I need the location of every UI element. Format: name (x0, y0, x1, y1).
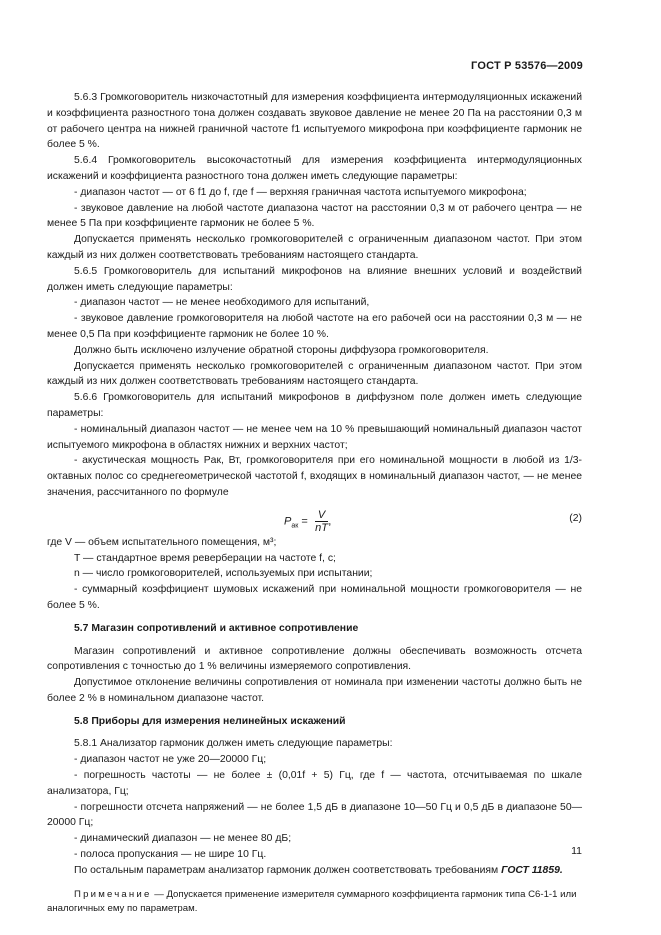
list-item: - динамический диапазон — не менее 80 дБ; (74, 833, 292, 845)
note (47, 888, 582, 917)
formula-2 (47, 503, 582, 533)
standard-code: ГОСТ Р 53576—2009 (471, 60, 583, 72)
document-body (47, 90, 582, 917)
section-5-7-title: 5.7 Магазин сопротивлений и активное сопротивление (74, 622, 359, 634)
list-item: - номинальный диапазон частот — не менее чем на 10 % превышающий номинальный диапазон частот испытуемого микрофона в областях нижних и верхних частот; (47, 423, 582, 451)
allowance-paragraph: Допускается применять несколько громкоговорителей с ограниченным диапазоном частот. При этом каждый из них должен соответствовать требованиям настоящего стандарта. (47, 360, 582, 388)
clause-5-6-5: 5.6.5 Громкоговоритель для испытаний микрофонов на влияние внешних условий и воздействий должен иметь следующие параметры: (47, 265, 582, 293)
page-number: 11 (571, 845, 582, 857)
section-5-7-paragraph: Магазин сопротивлений и активное сопротивление должны обеспечивать возможность отсчета сопротивления с точностью до 1 % величины измеряемого сопротивления. (47, 645, 582, 673)
section-5-7-paragraph: Допустимое отклонение величины сопротивления от номинала при изменении частоты должно быть не более 2 % в номинальном диапазоне частот. (47, 677, 582, 704)
formula-fraction: $\frac{V}{nT}$ (315, 508, 328, 534)
list-item: - звуковое давление громкоговорителя на любой частоте на его рабочей оси на расстоянии 0,3 м — не менее 0,5 Па при коэффициенте гармоник не более 10 %. (47, 313, 582, 340)
gost-reference: ГОСТ 11859. (501, 864, 563, 876)
note-label: Примечание (74, 888, 152, 900)
formula-expression: $P_{ак}$ = $\frac{V}{nT}$ , (284, 508, 332, 534)
other-parameters-paragraph: По остальным параметрам анализатор гармоник должен соответствовать требованиям ГОСТ 11859. (74, 864, 563, 876)
formula-number: (2) (569, 512, 582, 524)
list-item: - погрешности отсчета напряжений — не более 1,5 дБ в диапазоне 10—50 Гц и 0,5 дБ в диапазоне 50—20000 Гц; (47, 801, 582, 829)
list-item: - полоса пропускания — не шире 10 Гц. (74, 849, 267, 861)
clause-5-8-1: 5.8.1 Анализатор гармоник должен иметь следующие параметры: (74, 738, 393, 750)
clause-5-6-4: 5.6.4 Громкоговоритель высокочастотный для измерения коэффициента интермодуляционных искажений и коэффициента разностного тона должен иметь следующие параметры: (47, 155, 582, 182)
list-item: - звуковое давление на любой частоте диапазона частот на расстоянии 0,3 м от рабочего центра — не менее 5 Па при коэффициенте гармоник не более 5 %. (47, 202, 582, 230)
clause-5-6-3: 5.6.3 Громкоговоритель низкочастотный для измерения коэффициента интермодуляционных искажений и коэффициента разностного тона должен создавать звуковое давление не менее 20 Па на расстоянии 0,3 м от рабочего центра на нижней граничной частоте f1 испытуемого микрофона при коэффициенте гармоник не более 5 %. (47, 92, 582, 151)
list-item: - погрешность частоты — не более ± (0,01f + 5) Гц, где f — частота, отсчитываемая по шкале анализатора, Гц; (47, 770, 582, 797)
section-5-8-title: 5.8 Приборы для измерения нелинейных искажений (74, 715, 346, 727)
allowance-paragraph: Допускается применять несколько громкоговорителей с ограниченным диапазоном частот. При этом каждый из них должен соответствовать требованиям настоящего стандарта. (47, 234, 582, 261)
list-item: - суммарный коэффициент шумовых искажений при номинальной мощности громкоговорителя — не более 5 %. (47, 584, 582, 611)
clause-5-6-6: 5.6.6 Громкоговоритель для испытаний микрофонов в диффузном поле должен иметь следующие параметры: (47, 392, 582, 419)
list-item: - диапазон частот — не менее необходимого для испытаний, (74, 297, 370, 309)
note-text: — Допускается применение измерителя суммарного коэффициента гармоник типа С6-1-1 или аналогичных ему по параметрам. (47, 888, 577, 915)
where-line: n — число громкоговорителей, используемых при испытании; (74, 568, 373, 580)
list-item: - диапазон частот не уже 20—20000 Гц; (74, 754, 267, 766)
exclusion-paragraph: Должно быть исключено излучение обратной стороны диффузора громкоговорителя. (74, 344, 489, 356)
list-item: - акустическая мощность Pак, Вт, громкоговорителя при его номинальной мощности в любой из 1/3-октавных полос со среднегеометрической частотой f, входящих в номинальный диапазон частот, — не менее значения, рассчитанного по формуле (47, 455, 582, 498)
where-line: где V — объем испытательного помещения, м³; (47, 536, 277, 548)
where-line: T — стандартное время реверберации на частоте f, с; (74, 552, 336, 564)
list-item: - диапазон частот — от 6 f1 до f, где f — верхняя граничная частота испытуемого микрофона; (74, 186, 527, 198)
